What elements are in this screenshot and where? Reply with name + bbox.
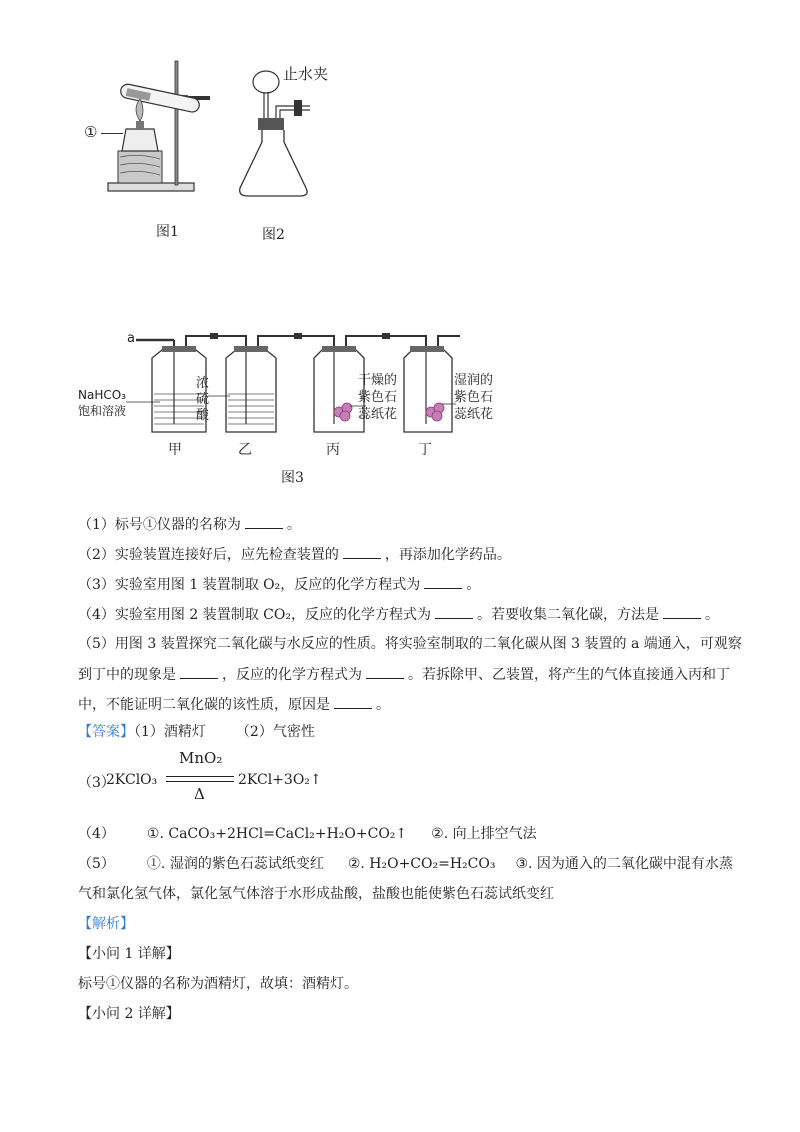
figure-1-apparatus (80, 55, 230, 200)
answer-blank (334, 694, 372, 709)
acid-char-1: 浓 (196, 376, 210, 391)
wet-line-1: 湿润的 (454, 373, 494, 388)
nahco3-solution: 饱和溶液 (78, 404, 127, 418)
analysis-sub-1-text: 标号①仪器的名称为酒精灯，故填：酒精灯。 (78, 976, 358, 992)
question-5-line-1: （5）用图 3 装置探究二氧化碳与水反应的性质。将实验室制取的二氧化碳从图 3 装置的 a 端通入，可观察 (78, 636, 742, 652)
answer-3-product: 2KCl+3O₂↑ (238, 772, 322, 788)
acid-char-2: 硫 (196, 392, 210, 407)
figure-3-dry-flower-label (358, 372, 397, 423)
figure-1-leader (101, 133, 123, 134)
figure-3-acid-label (196, 376, 209, 424)
bottle-label-ding: 丁 (418, 442, 432, 458)
figure-3-wet-flower-label (454, 372, 493, 423)
figure-2-caption: 图2 (262, 227, 285, 243)
dry-line-2: 紫色石 (358, 390, 398, 405)
answer-3-num: （3） (78, 775, 115, 791)
bottle-label-jia: 甲 (168, 442, 182, 458)
answer-blank (424, 574, 462, 589)
question-4: （4）实验室用图 2 装置制取 CO₂，反应的化学方程式为 。若要收集二氧化碳，方法是 。 (78, 604, 719, 625)
figure-3-apparatus (126, 332, 466, 440)
answer-line-5b: 气和氯化氢气体，氯化氢气体溶于水形成盐酸，盐酸也能使紫色石蕊试纸变红 (78, 886, 554, 902)
question-5-line-3: 中，不能证明二氧化碳的该性质，原因是 。 (78, 694, 390, 715)
figure-3-inlet-a: a (127, 331, 135, 346)
figure-3-caption: 图3 (281, 470, 304, 486)
wet-line-3: 蕊纸花 (454, 407, 494, 422)
answer-blank (245, 514, 283, 529)
figure-3-nahco3-label (78, 387, 126, 419)
dry-line-3: 蕊纸花 (358, 407, 398, 422)
answer-line-1: 【答案】（1）酒精灯 （2）气密性 (78, 724, 315, 740)
answer-label: 【答案】 (78, 724, 134, 740)
question-1: （1）标号①仪器的名称为 。 (78, 514, 301, 535)
figure-1-marker: ① (84, 123, 98, 141)
acid-char-3: 酸 (196, 408, 210, 423)
bottle-label-yi: 乙 (238, 442, 252, 458)
wet-line-2: 紫色石 (454, 390, 494, 405)
answer-3-equation (78, 749, 408, 805)
nahco3-formula: NaHCO₃ (78, 388, 126, 402)
answer-blank (435, 604, 473, 619)
equation-bar (166, 776, 234, 782)
figure-2-clamp-label: 止水夹 (283, 65, 329, 83)
answer-line-4: （4） ①. CaCO₃+2HCl=CaCl₂+H₂O+CO₂↑ ②. 向上排空气法 (78, 826, 537, 842)
answer-blank (180, 664, 218, 679)
question-5-line-2: 到丁中的现象是 ，反应的化学方程式为 。若拆除甲、乙装置，将产生的气体直接通入丙和丁 (78, 664, 730, 685)
dry-line-1: 干燥的 (358, 373, 398, 388)
answer-blank (663, 604, 701, 619)
answer-line-5: （5） ①. 湿润的紫色石蕊试纸变红 ②. H₂O+CO₂=H₂CO₃ ③. 因为通入的二氧化碳中混有水蒸 (78, 856, 733, 872)
question-2: （2）实验装置连接好后，应先检查装置的 ，再添加化学药品。 (78, 544, 511, 565)
answer-3-catalyst: MnO₂ (179, 749, 223, 767)
answer-3-heat: Δ (194, 785, 205, 803)
analysis-sub-2: 【小问 2 详解】 (78, 1006, 180, 1022)
answer-blank (343, 544, 381, 559)
analysis-sub-1: 【小问 1 详解】 (78, 946, 180, 962)
analysis-label: 【解析】 (78, 916, 134, 932)
bottle-label-bing: 丙 (326, 442, 340, 458)
figure-1-caption: 图1 (156, 224, 179, 240)
question-3: （3）实验室用图 1 装置制取 O₂，反应的化学方程式为 。 (78, 574, 480, 595)
answer-blank (366, 664, 404, 679)
answer-3-reactant: 2KClO₃ (106, 772, 158, 788)
